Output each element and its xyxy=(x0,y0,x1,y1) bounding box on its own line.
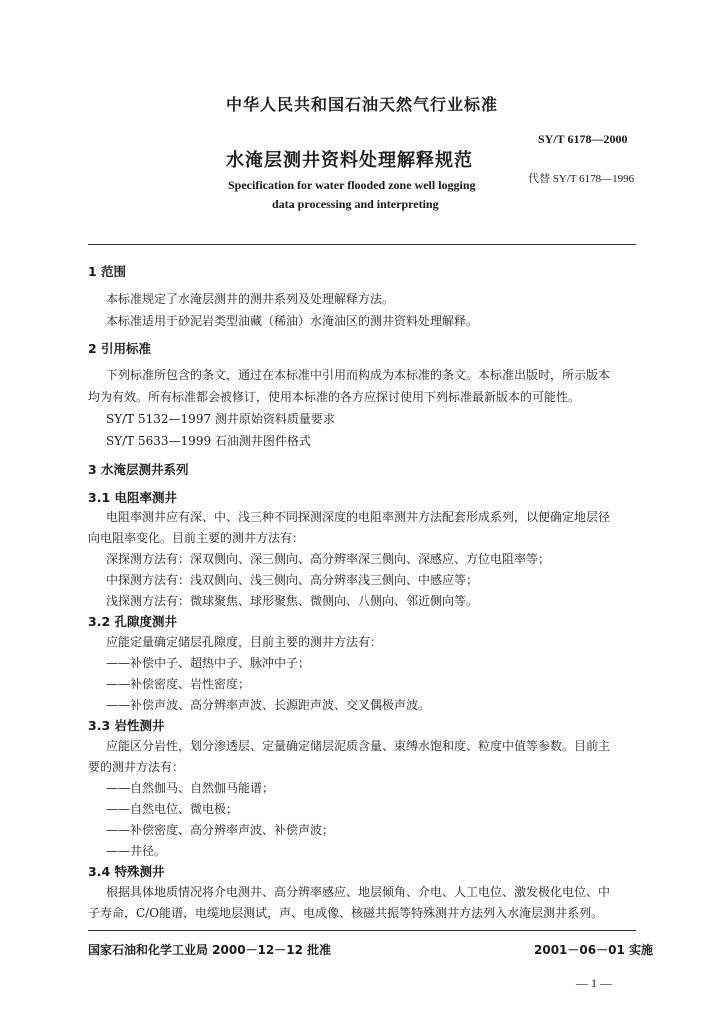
section-1-para-2: 本标准适用于砂泥岩类型油藏（稀油）水淹油区的测井资料处理解释。 xyxy=(106,314,479,328)
section-3-2-para: 应能定量确定储层孔隙度，目前主要的测井方法有： xyxy=(106,635,383,649)
effective-date: 2001－06－01 实施 xyxy=(534,943,653,957)
section-3-4-para-line-1: 根据具体地质情况将介电测井、高分辨率感应、地层倾角、介电、人工电位、激发极化电位、中 xyxy=(106,885,611,899)
section-3-3-para-line-1: 应能区分岩性，划分渗透层、定量确定储层泥质含量、束缚水饱和度、粒度中值等参数。目前主 xyxy=(106,739,611,753)
section-3-1-para-line-1: 电阻率测井应有深、中、浅三种不同探测深度的电阻率测井方法配套形成系列，以便确定地层径 xyxy=(106,510,611,524)
lithology-item-2: ——自然电位、微电极； xyxy=(106,802,239,816)
porosity-item-1: ——补偿中子、超热中子、脉冲中子； xyxy=(106,656,311,670)
approval-date: 国家石油和化学工业局 2000－12－12 批准 xyxy=(88,943,332,957)
lithology-item-4: ——井径。 xyxy=(106,844,167,858)
section-3-3-heading: 3.3 岩性测井 xyxy=(88,718,165,733)
header-divider xyxy=(88,244,636,245)
section-3-4-heading: 3.4 特殊测井 xyxy=(88,864,165,879)
document-title-en-line2: data processing and interpreting xyxy=(272,197,439,211)
section-1-para-1: 本标准规定了水淹层测井的测井系列及处理解释方法。 xyxy=(106,292,395,306)
section-2-heading: 2 引用标准 xyxy=(88,341,152,356)
porosity-item-3: ——补偿声波、高分辨率声波、长源距声波、交叉偶极声波。 xyxy=(106,698,431,712)
replaces-standard: 代替 SY/T 6178—1996 xyxy=(528,173,635,185)
porosity-item-2: ——补偿密度、岩性密度； xyxy=(106,677,251,691)
document-title-en-line1: Specification for water flooded zone well logging xyxy=(228,178,476,192)
document-title-cn: 水淹层测井资料处理解释规范 xyxy=(226,150,473,171)
deep-methods-item: 深探测方法有：深双侧向、深三侧向、高分辨率深三侧向、深感应、方位电阻率等； xyxy=(106,552,551,566)
section-3-4-para-line-2: 子寿命，C/O能谱，电缆地层测试，声、电成像、核磁共振等特殊测井方法列入水淹层测井系列。 xyxy=(88,906,604,920)
section-2-para-line-2: 均为有效。所有标准都会被修订，使用本标准的各方应探讨使用下列标准最新版本的可能性。 xyxy=(88,390,581,404)
section-1-heading: 1 范围 xyxy=(88,264,127,279)
lithology-item-3: ——补偿密度、高分辨率声波、补偿声波； xyxy=(106,823,335,837)
section-3-heading: 3 水淹层测井系列 xyxy=(88,462,189,477)
section-3-3-para-line-2: 要的测井方法有： xyxy=(88,760,185,774)
page-number: — 1 — xyxy=(576,976,612,990)
footer-divider xyxy=(88,930,636,931)
section-3-2-heading: 3.2 孔隙度测井 xyxy=(88,614,177,629)
industry-standard-heading: 中华人民共和国石油天然气行业标准 xyxy=(225,95,498,114)
reference-standard-2: SY/T 5633—1999 石油测井图件格式 xyxy=(106,434,311,448)
section-3-1-heading: 3.1 电阻率测井 xyxy=(88,490,177,505)
section-3-1-para-line-2: 向电阻率变化。目前主要的测井方法有： xyxy=(88,531,305,545)
medium-methods-item: 中探测方法有：浅双侧向、浅三侧向、高分辨率浅三侧向、中感应等； xyxy=(106,573,479,587)
standard-number: SY/T 6178—2000 xyxy=(538,132,628,146)
shallow-methods-item: 浅探测方法有：微球聚焦、球形聚焦、微侧向、八侧向、邻近侧向等。 xyxy=(106,594,479,608)
reference-standard-1: SY/T 5132—1997 测井原始资料质量要求 xyxy=(106,412,335,426)
section-2-para-line-1: 下列标准所包含的条文，通过在本标准中引用而构成为本标准的条文。本标准出版时，所示版本 xyxy=(106,368,611,382)
lithology-item-1: ——自然伽马、自然伽马能谱； xyxy=(106,781,275,795)
